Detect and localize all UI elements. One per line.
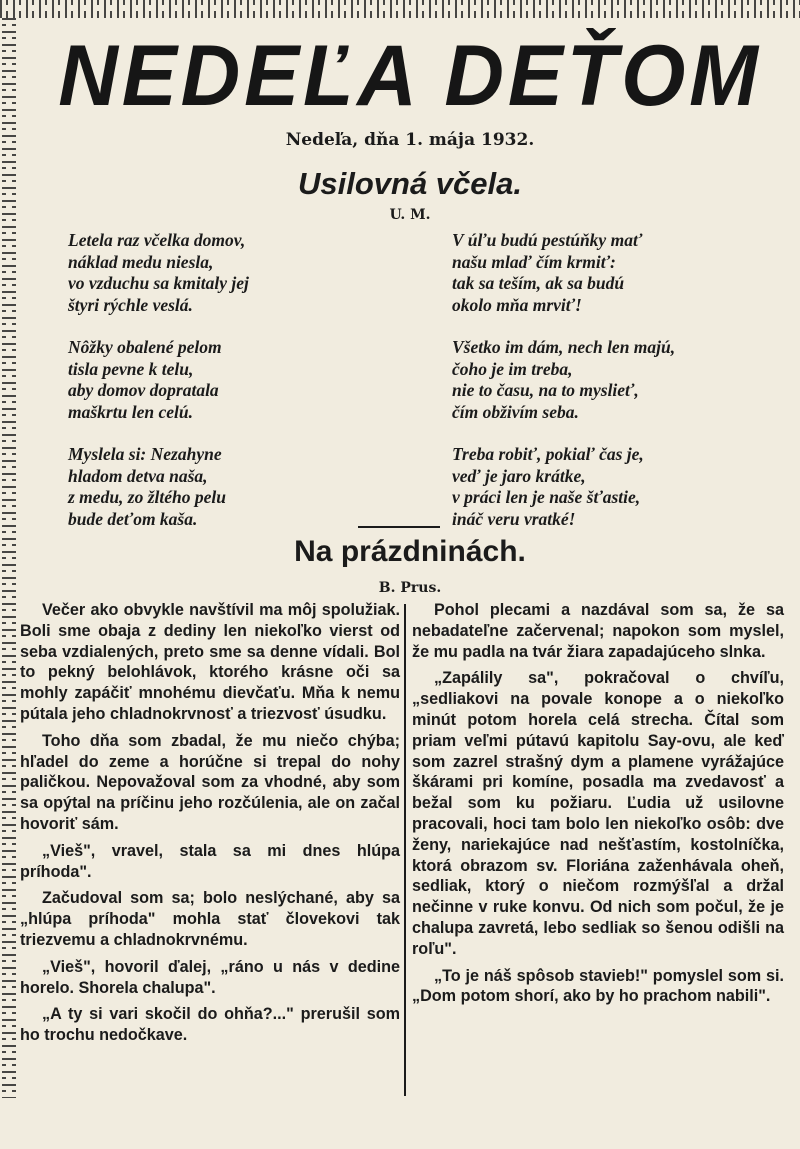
- poem-line: aby domov dopratala: [68, 380, 219, 400]
- story-author: B. Prus.: [378, 580, 442, 596]
- story-paragraph: „To je náš spôsob stavieb!" pomyslel som si. „Dom potom shorí, ako by ho prachom nabili".: [412, 966, 784, 1006]
- poem-line: hladom detva naša,: [68, 465, 208, 486]
- story-column-right: [412, 600, 784, 1013]
- poem-line: Všetko im dám, nech len majú,: [452, 337, 676, 357]
- dateline: Nedeľa, dňa 1. mája 1932.: [285, 130, 535, 150]
- story-paragraph: Pohol plecami a nazdával som sa, že sa nebadateľne začervenal; napokon som myslel, že mu padla na tvár žiara zapadajúceho slnka.: [412, 601, 784, 661]
- poem-line: v práci len je naše šťastie,: [452, 487, 641, 507]
- poem-line: nie to času, na to myslieť,: [452, 380, 639, 400]
- poem-line: čoho je im treba,: [452, 358, 573, 379]
- story-paragraph: Začudoval som sa; bolo neslýchané, aby sa „hlúpa príhoda" mohla stať človekovi tak triezvemu a chladnokrvnému.: [20, 889, 400, 949]
- poem-line: Treba robiť, pokiaľ čas je,: [452, 444, 644, 464]
- poem-line: Letela raz včelka domov,: [68, 230, 246, 250]
- poem-line: našu mlaď čím krmiť:: [452, 251, 616, 272]
- poem-line: veď je jaro krátke,: [452, 465, 586, 486]
- poem-line: tisla pevne k telu,: [68, 358, 194, 379]
- decorative-border-top: [0, 0, 800, 18]
- poem-line: Nôžky obalené pelom: [68, 337, 222, 357]
- story-paragraph: „A ty si vari skočil do ohňa?..." prerušil som ho trochu nedočkave.: [20, 1005, 400, 1045]
- poem-stanza: [68, 337, 398, 423]
- poem-line: z medu, zo žltého pelu: [68, 487, 227, 507]
- poem-line: tak sa teším, ak sa budú: [452, 273, 625, 293]
- story-paragraph: „Vieš", vravel, stala sa mi dnes hlúpa príhoda".: [20, 841, 400, 881]
- poem-stanza: [452, 230, 772, 316]
- poem-line: náklad medu niesla,: [68, 251, 214, 272]
- poem-column-left: [68, 230, 398, 551]
- column-divider: [404, 604, 406, 1096]
- poem-column-right: [452, 230, 772, 551]
- story-paragraph: Toho dňa som zbadal, že mu niečo chýba; hľadel do zeme a horúčne si trepal do nohy paličkou. Nepovažoval som za vhodné, aby som sa opýtal na príčinu jeho rozčúlenia, ale on začal hovoriť sám.: [20, 731, 400, 833]
- poem-line: maškrtu len celú.: [68, 401, 193, 422]
- story-title: Na prázdninách.: [294, 535, 526, 568]
- poem-stanza: [452, 444, 772, 530]
- poem-line: Myslela si: Nezahyne: [68, 444, 222, 464]
- poem-author: U. M.: [389, 207, 431, 223]
- poem-stanza: [68, 444, 398, 530]
- poem-stanza: [452, 337, 772, 423]
- poem-line: štyri rýchle veslá.: [68, 294, 193, 315]
- poem-line: vo vzduchu sa kmitaly jej: [68, 273, 249, 293]
- story-paragraph: „Vieš", hovoril ďalej, „ráno u nás v dedine horelo. Shorela chalupa".: [20, 957, 400, 997]
- decorative-border-left: [2, 18, 16, 1098]
- poem-line: bude deťom kaša.: [68, 508, 198, 529]
- poem-stanza: [68, 230, 398, 316]
- poem-line: V úľu budú pestúňky mať: [452, 230, 643, 250]
- masthead-title: NEDEĽA DEŤOM: [58, 28, 762, 124]
- poem-line: čím obživím seba.: [452, 401, 579, 422]
- poem-title: Usilovná včela.: [297, 166, 522, 201]
- section-divider: [358, 526, 440, 528]
- poem-line: ináč veru vratké!: [452, 508, 576, 529]
- story-column-left: [20, 600, 400, 1052]
- story-paragraph: „Zapálily sa", pokračoval o chvíľu, „sedliakovi na povale konope a o niekoľko minút potom horela celá strecha. Čítal som priam veľmi pútavú kapitolu Say-ovu, ale keď som zazrel strašný dym a plamene vyrážajúce škárami pri komíne, posadla ma zvedavosť a bežal som ku požiaru. Ľudia už usilovne pracovali, hoci tam bolo len niekoľko osôb: dve ženy, nariekajúce nad nešťastím, kostolníčka, ktorá obrazom sv. Floriána zaženhávala oheň, sedliak, ktorý o niečom rozmýšľal a držal nečinne v ruke konvu. Od nich som počul, že je chalupa zavretá, lebo sedliak so šenou odišli na roľu".: [412, 669, 784, 958]
- story-paragraph: Večer ako obvykle navštívil ma môj spolužiak. Boli sme obaja z dediny len niekoľko vierst od seba vzdialených, preto sme sa denne vídali. Bol to pekný belohlávok, ktorého krásne oči sa mohly zapáčiť mnohému dievčaťu. Mňa k nemu pútala jeho chladnokrvnosť a triezvosť úsudku.: [20, 601, 400, 723]
- poem-line: okolo mňa mrviť!: [452, 294, 582, 315]
